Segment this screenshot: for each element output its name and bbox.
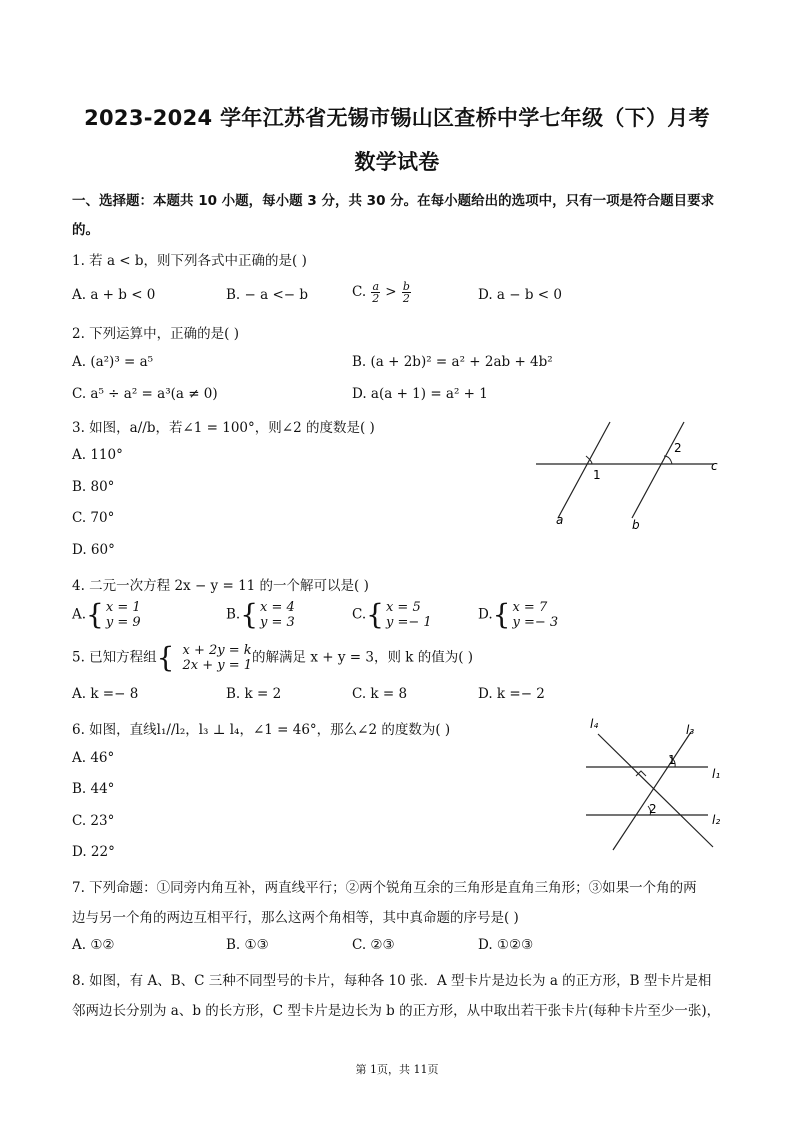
line-l4 <box>598 734 713 847</box>
q4-option-d: D. { x = 7 y =− 3 <box>478 598 559 631</box>
page-title: 2023-2024 学年江苏省无锡市锡山区查桥中学七年级（下）月考 <box>84 106 710 130</box>
question-8-line1: 8. 如图，有 A、B、C 三种不同型号的卡片，每种各 10 张．A 型卡片是边长为 a 的正方形，B 型卡片是相 <box>72 973 712 989</box>
q1-option-b: B. − a <− b <box>226 287 309 303</box>
q7-option-d: D. ①②③ <box>478 937 534 953</box>
q6-option-d: D. 22° <box>72 844 115 860</box>
q7-option-b: B. ①③ <box>226 937 269 953</box>
question-1-stem: 1. 若 a < b，则下列各式中正确的是( ) <box>72 253 307 269</box>
q1-option-d: D. a − b < 0 <box>478 287 562 303</box>
question-2-stem: 2. 下列运算中，正确的是( ) <box>72 326 239 342</box>
q6-option-a: A. 46° <box>72 750 115 766</box>
q3-option-b: B. 80° <box>72 479 115 495</box>
label-c: c <box>711 459 718 473</box>
q4-option-a: A. { x = 1 y = 9 <box>72 598 141 631</box>
q2-option-c: C. a⁵ ÷ a² = a³(a ≠ 0) <box>72 386 218 402</box>
question-3-stem: 3. 如图，a//b，若∠1 = 100°，则∠2 的度数是( ) <box>72 420 375 436</box>
q4-option-c: C. { x = 5 y =− 1 <box>352 598 432 631</box>
q3-figure <box>530 418 730 536</box>
label-2: 2 <box>674 441 682 455</box>
q1-option-c <box>352 281 412 304</box>
label-l3: l₃ <box>686 723 695 737</box>
question-8-line2: 邻两边长分别为 a、b 的长方形，C 型卡片是边长为 b 的正方形，从中取出若干张卡片(每种卡片至少一张)， <box>72 1003 721 1019</box>
q7-option-a: A. ①② <box>72 937 115 953</box>
q3-option-a: A. 110° <box>72 447 123 463</box>
q5-option-a: A. k =− 8 <box>72 686 139 702</box>
q2-option-a: A. (a²)³ = a⁵ <box>72 354 154 370</box>
label-2: 2 <box>649 802 657 816</box>
label-1: 1 <box>593 468 601 482</box>
q5-option-b: B. k = 2 <box>226 686 282 702</box>
q1-op: > <box>381 284 401 300</box>
label-l2: l₂ <box>712 813 721 827</box>
q6-option-c: C. 23° <box>72 813 115 829</box>
question-6-stem: 6. 如图，直线l₁//l₂，l₃ ⊥ l₄，∠1 = 46°，那么∠2 的度数为( ) <box>72 722 451 738</box>
label-1: 1 <box>668 753 676 767</box>
q3-option-d: D. 60° <box>72 542 115 558</box>
line-a <box>558 422 610 518</box>
q2-option-b: B. (a + 2b)² = a² + 2ab + 4b² <box>352 354 553 370</box>
label-b: b <box>632 518 640 532</box>
q5-option-c: C. k = 8 <box>352 686 408 702</box>
q6-option-b: B. 44° <box>72 781 115 797</box>
label-l1: l₁ <box>712 767 721 781</box>
q5-option-d: D. k =− 2 <box>478 686 545 702</box>
question-5-stem: 5. 已知方程组 { x + 2y = k 2x + y = 1 的解满足 x + y = 3，则 k 的值为( ) <box>72 641 474 674</box>
q3-option-c: C. 70° <box>72 510 115 526</box>
q1-option-a: A. a + b < 0 <box>72 287 156 303</box>
label-a: a <box>556 513 564 527</box>
line-l3 <box>613 732 691 850</box>
page-number: 第 1页，共 11页 <box>355 1063 439 1076</box>
q1-option-c-prefix: C. <box>352 284 367 300</box>
q6-figure <box>578 712 738 857</box>
question-4-stem: 4. 二元一次方程 2x − y = 11 的一个解可以是( ) <box>72 578 369 594</box>
section-heading: 一、选择题：本题共 10 小题，每小题 3 分，共 30 分。在每小题给出的选项中，只有一项是符合题目要求 <box>72 193 715 209</box>
q1-fraction-a: $\frac{a}{2}$ <box>372 280 380 305</box>
q4-option-b: B. { x = 4 y = 3 <box>226 598 295 631</box>
q1-fraction-b: $\frac{b}{2}$ <box>402 280 410 305</box>
question-7-line2: 边与另一个角的两边互相平行，那么这两个角相等，其中真命题的序号是( ) <box>72 910 519 926</box>
q7-option-c: C. ②③ <box>352 937 395 953</box>
label-l4: l₄ <box>590 717 599 731</box>
q2-option-d: D. a(a + 1) = a² + 1 <box>352 386 488 402</box>
page-subtitle: 数学试卷 <box>354 150 440 174</box>
question-7-line1: 7. 下列命题：①同旁内角互补，两直线平行；②两个锐角互余的三角形是直角三角形；③如果一个角的两 <box>72 880 697 896</box>
section-heading-cont: 的。 <box>72 222 99 238</box>
line-b <box>632 422 684 518</box>
